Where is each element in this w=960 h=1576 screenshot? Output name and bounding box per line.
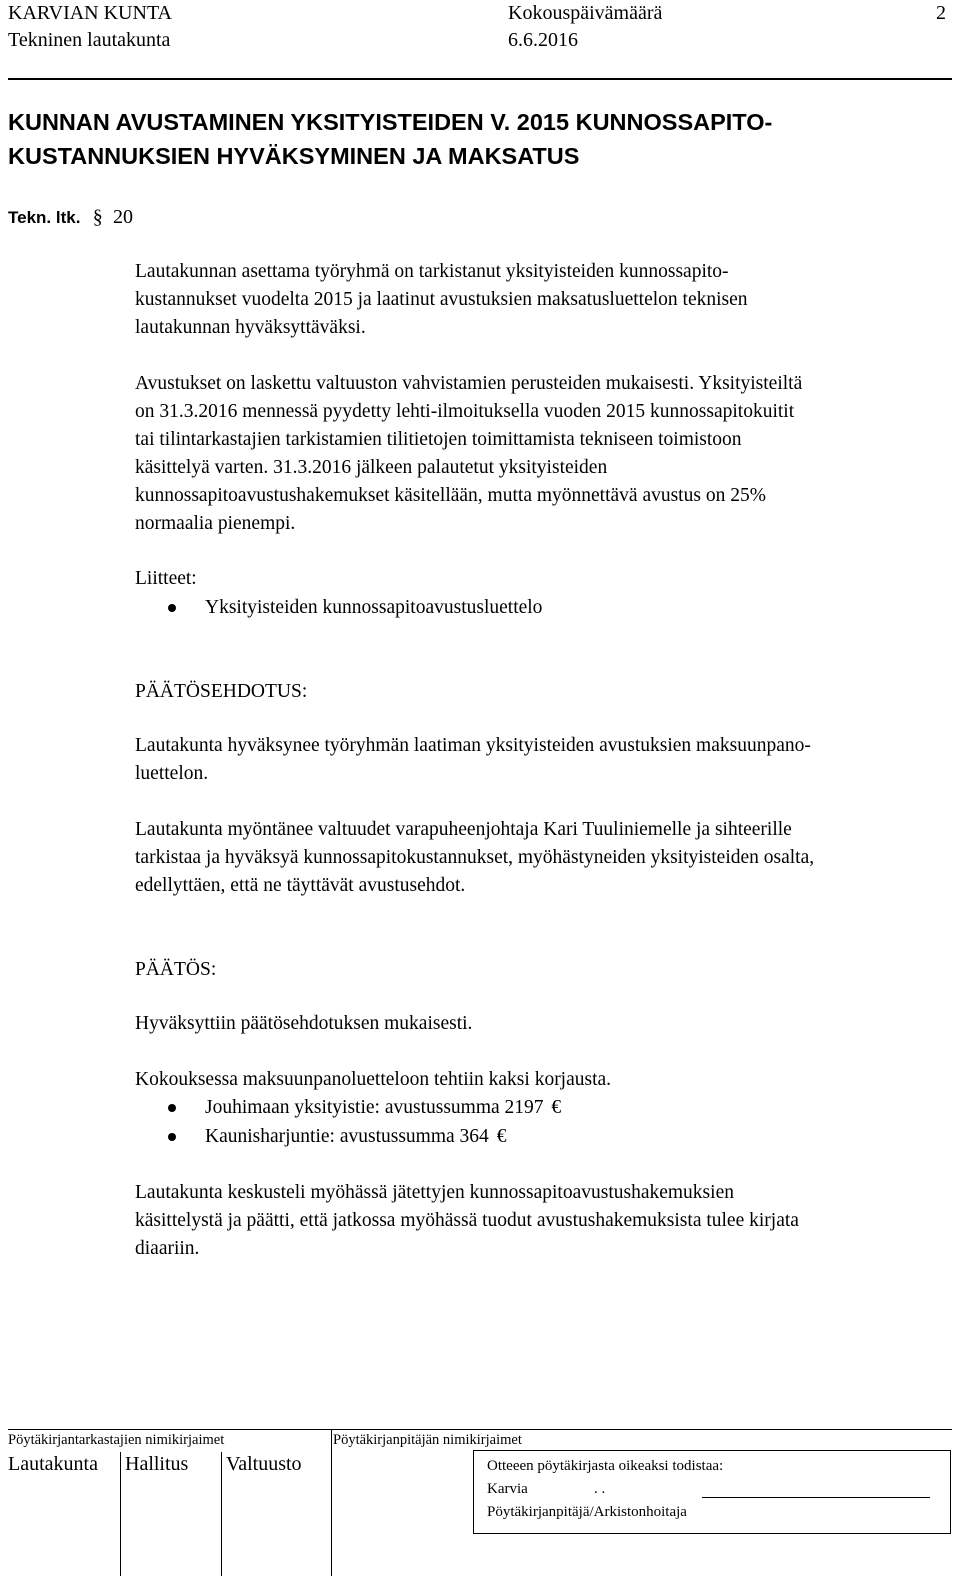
attachment-item: Yksityisteiden kunnossapitoavustusluettelo [205, 597, 543, 618]
certification-text: Otteeen pöytäkirjasta oikeaksi todistaa: [487, 1458, 724, 1474]
paragraph-line: tarkistaa ja hyväksyä kunnossapitokustannukset, myöhästyneiden yksityisteiden osalta, [135, 847, 815, 868]
paragraph-line: kunnossapitoavustushakemukset käsitellään, mutta myönnettävä avustus on 25% [135, 485, 766, 506]
certification-signer-title: Pöytäkirjanpitäjä/Arkistonhoitaja [487, 1504, 687, 1520]
paragraph-grant-basis [135, 370, 947, 538]
paragraph-line: edellyttäen, että ne täyttävät avustusehdot. [135, 875, 466, 896]
paragraph-line: Lautakunta keskusteli myöhässä jätettyjen kunnossapitoavustushakemuksien [135, 1182, 734, 1203]
decision-text: Hyväksyttiin päätösehdotuksen mukaisesti. [135, 1013, 473, 1034]
paragraph-line: Lautakunta myöntänee valtuudet varapuheenjohtaja Kari Tuuliniemelle ja sihteerille [135, 819, 792, 840]
certification-date-dots: . . [594, 1481, 606, 1497]
footer-column-divider [120, 1452, 121, 1576]
section-reference [8, 206, 133, 229]
signature-line [702, 1497, 930, 1498]
paragraph-line: Lautakunnan asettama työryhmä on tarkistanut yksityisteiden kunnossapito- [135, 261, 729, 282]
header-org: KARVIAN KUNTA [8, 2, 173, 24]
paragraph-line: lautakunnan hyväksyttäväksi. [135, 317, 366, 338]
euro-icon: € [551, 1097, 562, 1118]
paragraph-line: diaariin. [135, 1238, 200, 1259]
paragraph-line: luettelon. [135, 763, 209, 784]
secretary-initials-label: Pöytäkirjanpitäjän nimikirjaimet [333, 1432, 522, 1448]
paragraph-working-group [135, 258, 947, 342]
paragraph-line: kustannukset vuodelta 2015 ja laatinut avustuksien maksatusluettelon teknisen [135, 289, 748, 310]
euro-icon: € [496, 1126, 507, 1147]
paragraph-line: käsittelyä varten. 31.3.2016 jälkeen palautetut yksityisteiden [135, 457, 608, 478]
footer-column-divider [331, 1429, 332, 1452]
bullet-icon [168, 604, 176, 612]
header-date-value: 6.6.2016 [508, 29, 578, 51]
footer-column-divider [221, 1452, 222, 1576]
header-board: Tekninen lautakunta [8, 29, 171, 51]
paragraph-line: tai tilintarkastajien tarkistamien tilitietojen toimittamista tekniseen toimistoon [135, 429, 742, 450]
body-hallitus: Hallitus [125, 1453, 189, 1475]
certification-box [473, 1450, 951, 1534]
corrections-intro: Kokouksessa maksuunpanoluetteloon tehtiin kaksi korjausta. [135, 1069, 612, 1090]
document-title-line-1: KUNNAN AVUSTAMINEN YKSITYISTEIDEN V. 2015 KUNNOSSAPITO- [8, 109, 773, 135]
paragraph-late-applications [135, 1179, 947, 1263]
document-title-line-2: KUSTANNUKSIEN HYVÄKSYMINEN JA MAKSATUS [8, 143, 580, 169]
section-symbol: § [92, 206, 103, 228]
paragraph-line: on 31.3.2016 mennessä pyydetty lehti-ilmoituksella vuoden 2015 kunnossapitokuitit [135, 401, 795, 422]
correction-text: Kaunisharjuntie: avustussumma 364 [205, 1126, 489, 1147]
header-divider [8, 78, 952, 80]
proposal-heading: PÄÄTÖSEHDOTUS: [135, 681, 308, 702]
section-label: Tekn. ltk. [8, 208, 81, 227]
paragraph-line: normaalia pienempi. [135, 513, 296, 534]
page-number: 2 [936, 2, 946, 24]
correction-text: Jouhimaan yksityistie: avustussumma 2197 [205, 1097, 544, 1118]
correction-item [205, 1123, 506, 1151]
paragraph-proposal-authorize [135, 816, 947, 900]
header-date-label: Kokouspäivämäärä [508, 2, 663, 24]
paragraph-line: Lautakunta hyväksynee työryhmän laatiman yksityisteiden avustuksien maksuunpano- [135, 735, 811, 756]
checkers-initials-label: Pöytäkirjantarkastajien nimikirjaimet [8, 1432, 225, 1448]
bullet-icon [168, 1104, 176, 1112]
correction-item [205, 1094, 561, 1122]
paragraph-proposal-approve [135, 732, 947, 788]
footer-divider [8, 1429, 952, 1430]
paragraph-line: käsittelystä ja päätti, että jatkossa myöhässä tuodut avustushakemuksista tulee kirjata [135, 1210, 799, 1231]
certification-place: Karvia [487, 1481, 528, 1497]
section-number: 20 [112, 206, 133, 228]
attachments-label: Liitteet: [135, 568, 197, 589]
footer-column-divider [331, 1452, 332, 1576]
bullet-icon [168, 1133, 176, 1141]
body-valtuusto: Valtuusto [226, 1453, 302, 1475]
body-lautakunta: Lautakunta [8, 1453, 98, 1475]
paragraph-line: Avustukset on laskettu valtuuston vahvistamien perusteiden mukaisesti. Yksityisteiltä [135, 373, 803, 394]
decision-heading: PÄÄTÖS: [135, 959, 217, 980]
